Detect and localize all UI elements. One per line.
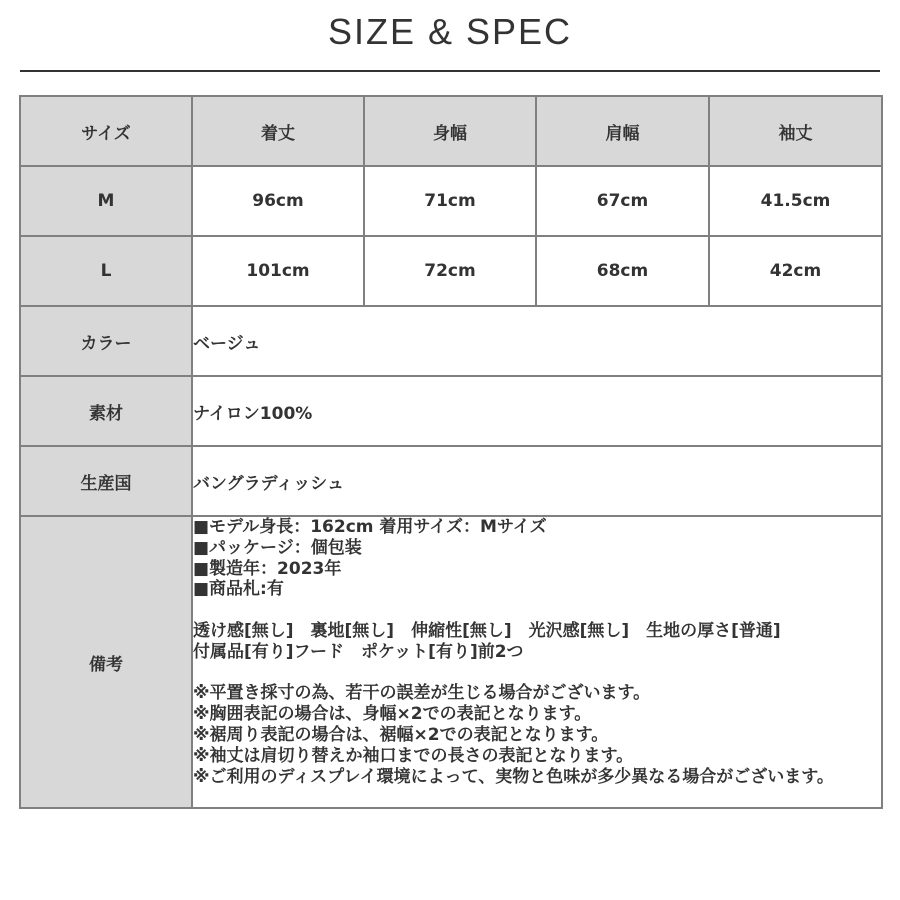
size-value: 67cm bbox=[536, 166, 709, 236]
size-value: 68cm bbox=[536, 236, 709, 306]
spec-table bbox=[19, 95, 883, 809]
size-value: 41.5cm bbox=[709, 166, 882, 236]
note-line: ※袖丈は肩切り替えか袖口までの長さの表記となります。 bbox=[193, 745, 634, 766]
title-divider bbox=[20, 70, 880, 72]
note-line: ■パッケージ：個包装 bbox=[193, 537, 362, 558]
color-label: カラー bbox=[20, 306, 192, 376]
header-sleeve-length: 袖丈 bbox=[709, 96, 882, 166]
origin-row bbox=[20, 446, 882, 516]
note-line: ■商品札:有 bbox=[193, 579, 284, 600]
color-value: ベージュ bbox=[192, 306, 882, 376]
size-row-m bbox=[20, 166, 882, 236]
note-line: ■製造年：2023年 bbox=[193, 558, 342, 579]
notes-row bbox=[20, 516, 882, 808]
size-label: M bbox=[20, 166, 192, 236]
notes-label: 備考 bbox=[20, 516, 192, 808]
notes-block-disclaimer bbox=[193, 683, 881, 787]
color-row bbox=[20, 306, 882, 376]
size-value: 96cm bbox=[192, 166, 364, 236]
note-line: ※胸囲表記の場合は、身幅×2での表記となります。 bbox=[193, 704, 592, 725]
header-size: サイズ bbox=[20, 96, 192, 166]
header-shoulder-width: 肩幅 bbox=[536, 96, 709, 166]
material-label: 素材 bbox=[20, 376, 192, 446]
notes-block-model bbox=[193, 517, 881, 600]
note-line: ※平置き採寸の為、若干の誤差が生じる場合がございます。 bbox=[193, 683, 651, 704]
size-value: 72cm bbox=[364, 236, 536, 306]
notes-spacer bbox=[193, 663, 881, 684]
size-header-row bbox=[20, 96, 882, 166]
material-value: ナイロン100% bbox=[192, 376, 882, 446]
size-row-l bbox=[20, 236, 882, 306]
origin-label: 生産国 bbox=[20, 446, 192, 516]
note-line: 付属品[有り]フード ポケット[有り]前2つ bbox=[193, 641, 524, 662]
page-title: SIZE & SPEC bbox=[327, 11, 573, 52]
note-line: 透け感[無し] 裏地[無し] 伸縮性[無し] 光沢感[無し] 生地の厚さ[普通] bbox=[193, 620, 781, 641]
origin-value: バングラディッシュ bbox=[192, 446, 882, 516]
header-body-width: 身幅 bbox=[364, 96, 536, 166]
notes-block-fabric bbox=[193, 621, 881, 663]
notes-content bbox=[192, 516, 882, 808]
note-line: ※ご利用のディスプレイ環境によって、実物と色味が多少異なる場合がございます。 bbox=[193, 766, 834, 787]
size-label: L bbox=[20, 236, 192, 306]
note-line: ■モデル身長：162cm 着用サイズ：Mサイズ bbox=[193, 517, 547, 537]
material-row bbox=[20, 376, 882, 446]
size-value: 42cm bbox=[709, 236, 882, 306]
header-length: 着丈 bbox=[192, 96, 364, 166]
size-value: 71cm bbox=[364, 166, 536, 236]
note-line: ※裾周り表記の場合は、裾幅×2での表記となります。 bbox=[193, 724, 609, 745]
notes-spacer bbox=[193, 600, 881, 621]
size-value: 101cm bbox=[192, 236, 364, 306]
